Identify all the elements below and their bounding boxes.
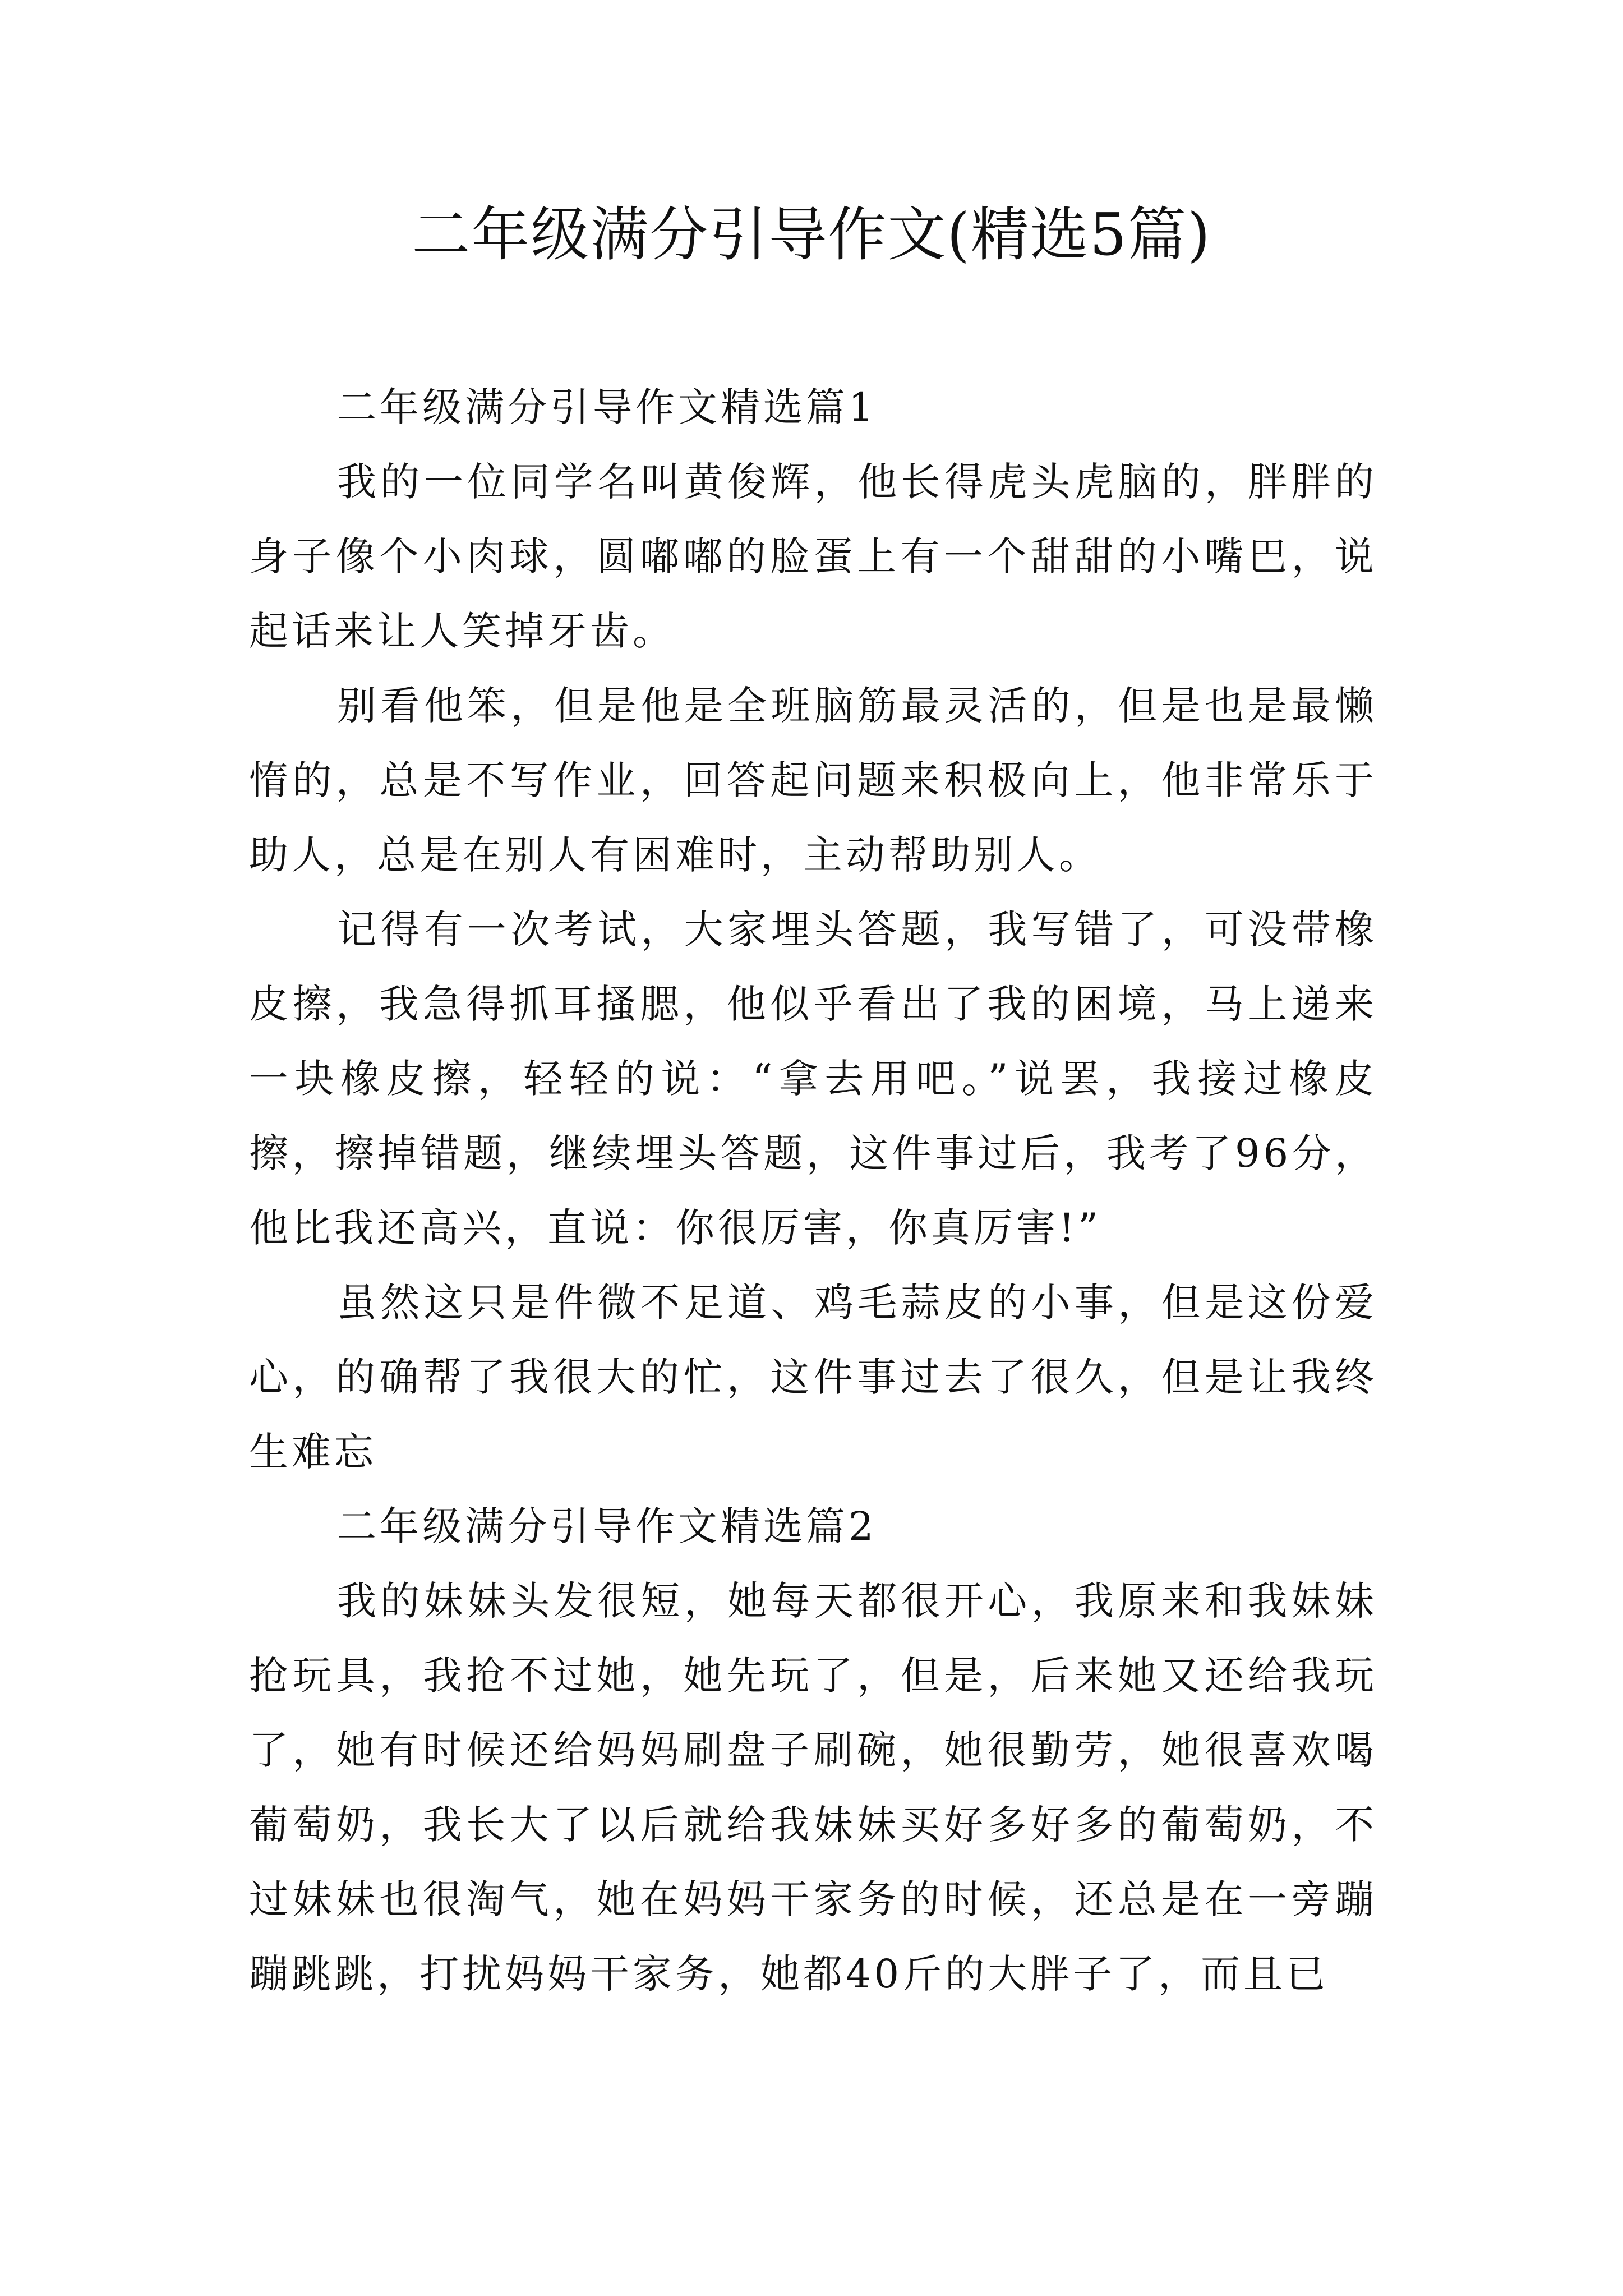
section-heading-2: 二年级满分引导作文精选篇2 (337, 1503, 877, 1549)
document-body (249, 370, 1377, 2012)
section-1-paragraph-1: 我的一位同学名叫黄俊辉，他长得虎头虎脑的，胖胖的身子像个小肉球，圆嘟嘟的脸蛋上有一个甜甜的小嘴巴，说起话来让人笑掉牙齿。 (249, 459, 1377, 654)
section-2-paragraph-1: 我的妹妹头发很短，她每天都很开心，我原来和我妹妹抢玩具，我抢不过她，她先玩了，但是，后来她又还给我玩了，她有时候还给妈妈刷盘子刷碗，她很勤劳，她很喜欢喝葡萄奶，我长大了以后就给我妹妹买好多好多的葡萄奶，不过妹妹也很淘气，她在妈妈干家务的时候，还总是在一旁蹦蹦跳跳，打扰妈妈干家务，她都40斤的大胖子了，而且已 (249, 1578, 1377, 1997)
section-1-paragraph-3: 记得有一次考试，大家埋头答题，我写错了，可没带橡皮擦，我急得抓耳搔腮，他似乎看出了我的困境，马上递来一块橡皮擦，轻轻的说：“拿去用吧。”说罢，我接过橡皮擦，擦掉错题，继续埋头答题，这件事过后，我考了96分，他比我还高兴，直说：你很厉害，你真厉害!” (249, 907, 1377, 1251)
section-heading-1: 二年级满分引导作文精选篇1 (337, 384, 877, 430)
section-1-paragraph-4: 虽然这只是件微不足道、鸡毛蒜皮的小事，但是这份爱心，的确帮了我很大的忙，这件事过去了很久，但是让我终生难忘 (249, 1280, 1377, 1475)
document-title: 二年级满分引导作文(精选5篇) (412, 200, 1211, 269)
section-1-paragraph-2: 别看他笨，但是他是全班脑筋最灵活的，但是也是最懒惰的，总是不写作业，回答起问题来积极向上，他非常乐于助人，总是在别人有困难时，主动帮助别人。 (249, 683, 1377, 878)
